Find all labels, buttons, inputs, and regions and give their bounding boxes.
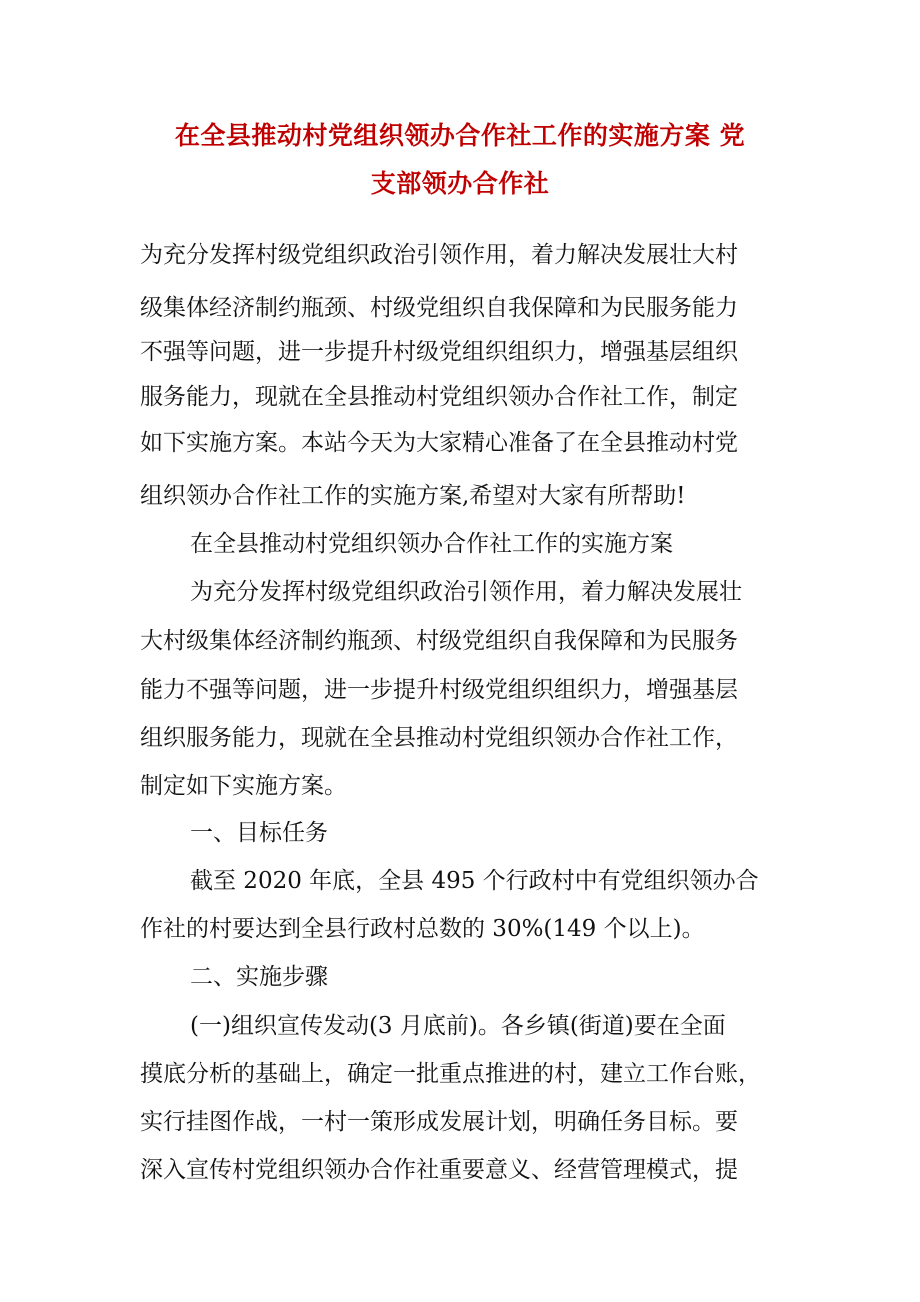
body-line: 截至 2020 年底，全县 495 个行政村中有党组织领办合 <box>190 868 759 894</box>
body-line: 服务能力，现就在全县推动村党组织领办合作社工作，制定 <box>140 384 738 410</box>
document-title-line-2: 支部领办合作社 <box>370 169 550 198</box>
body-line: 作社的村要达到全县行政村总数的 30%(149 个以上)。 <box>140 916 705 942</box>
body-line: 不强等问题，进一步提升村级党组织组织力，增强基层组织 <box>140 339 738 365</box>
body-line: 深入宣传村党组织领办合作社重要意义、经营管理模式，提 <box>140 1157 738 1183</box>
body-line: 如下实施方案。本站今天为大家精心准备了在全县推动村党 <box>140 430 738 456</box>
body-line: 为充分发挥村级党组织政治引领作用，着力解决发展壮 <box>190 579 742 605</box>
body-line: 能力不强等问题，进一步提升村级党组织组织力，增强基层 <box>140 677 738 703</box>
body-line: 实行挂图作战，一村一策形成发展计划，明确任务目标。要 <box>140 1109 738 1135</box>
body-line: 摸底分析的基础上，确定一批重点推进的村，建立工作台账， <box>140 1061 761 1087</box>
body-line: 组织服务能力，现就在全县推动村党组织领办合作社工作， <box>140 725 738 751</box>
section-heading: 二、实施步骤 <box>190 964 328 990</box>
body-line: 组织领办合作社工作的实施方案,希望对大家有所帮助! <box>140 483 686 509</box>
body-line: 大村级集体经济制约瓶颈、村级党组织自我保障和为民服务 <box>140 628 738 654</box>
body-line: 为充分发挥村级党组织政治引领作用，着力解决发展壮大村 <box>140 242 738 268</box>
section-heading: 在全县推动村党组织领办合作社工作的实施方案 <box>190 531 673 557</box>
document-title-line-1: 在全县推动村党组织领办合作社工作的实施方案 党 <box>174 121 746 150</box>
body-line: (一)组织宣传发动(3 月底前)。各乡镇(街道)要在全面 <box>190 1013 726 1039</box>
body-line: 级集体经济制约瓶颈、村级党组织自我保障和为民服务能力 <box>140 295 738 321</box>
section-heading: 一、目标任务 <box>190 820 328 846</box>
body-line: 制定如下实施方案。 <box>140 773 347 799</box>
